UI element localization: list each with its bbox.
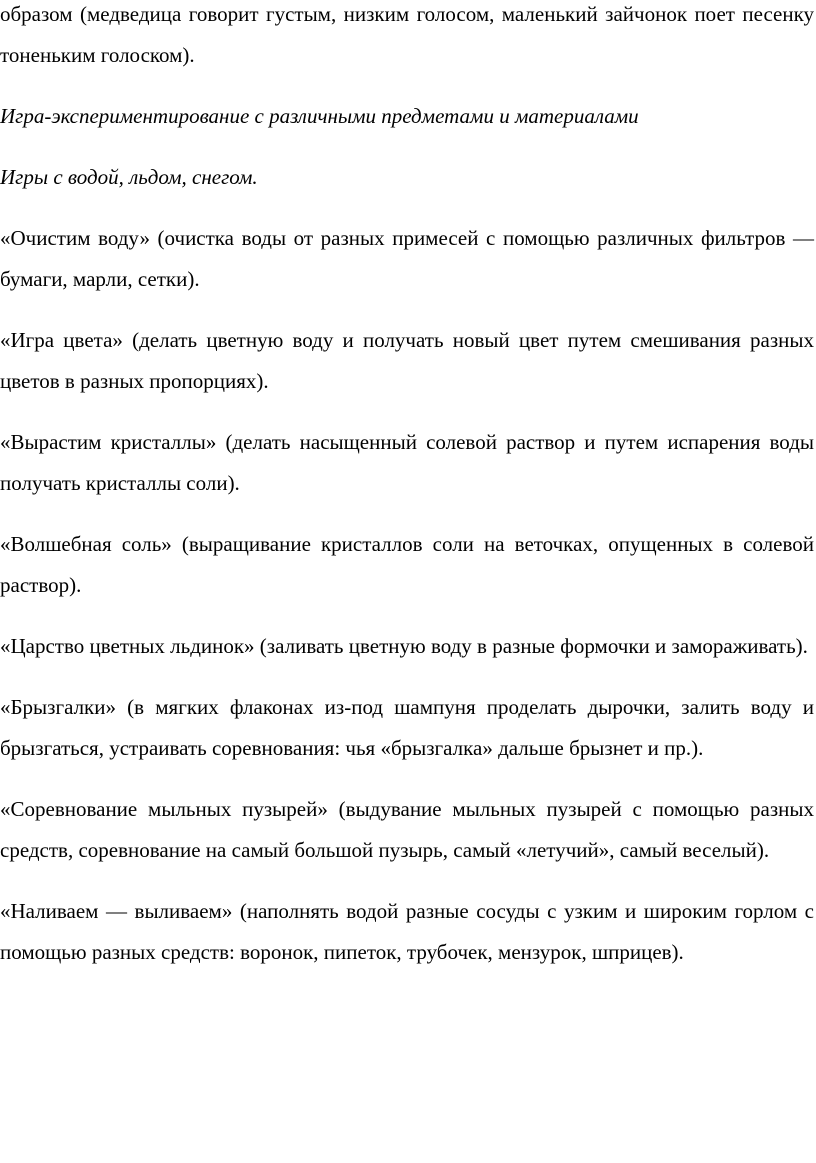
paragraph-game-grow-crystals: «Вырастим кристаллы» (делать насыщенный солевой раствор и путем испарения воды получать кристаллы соли). bbox=[0, 430, 814, 495]
paragraph-game-magic-salt: «Волшебная соль» (выращивание кристаллов соли на веточках, опущенных в солевой раствор). bbox=[0, 532, 814, 597]
paragraph-game-pour-water: «Наливаем — выливаем» (наполнять водой разные сосуды с узким и широким горлом с помощью разных средств: воронок, пипеток, трубочек, мензурок, шприцев). bbox=[0, 899, 814, 964]
paragraph-game-soap-bubbles: «Соревнование мыльных пузырей» (выдувание мыльных пузырей с помощью разных средств, соревнование на самый большой пузырь, самый «летучий», самый веселый). bbox=[0, 797, 814, 862]
paragraph-game-color-play: «Игра цвета» (делать цветную воду и получать новый цвет путем смешивания разных цветов в разных пропорциях). bbox=[0, 328, 814, 393]
subsection-heading-water-ice-snow: Игры с водой, льдом, снегом. bbox=[0, 165, 258, 189]
paragraph-game-colored-ice: «Царство цветных льдинок» (заливать цветную воду в разные формочки и замораживать). bbox=[0, 634, 808, 658]
paragraph-game-squirters: «Брызгалки» (в мягких флаконах из-под шампуня проделать дырочки, залить воду и брызгаться, устраивать соревнования: чья «брызгалка» дальше брызнет и пр.). bbox=[0, 695, 814, 760]
paragraph-game-clean-water: «Очистим воду» (очистка воды от разных примесей с помощью различных фильтров — бумаги, марли, сетки). bbox=[0, 226, 814, 291]
section-heading-experimentation: Игра-экспериментирование с различными предметами и материалами bbox=[0, 104, 639, 128]
paragraph-intro-continuation: образом (медведица говорит густым, низким голосом, маленький зайчонок поет песенку тоненьким голоском). bbox=[0, 2, 814, 67]
